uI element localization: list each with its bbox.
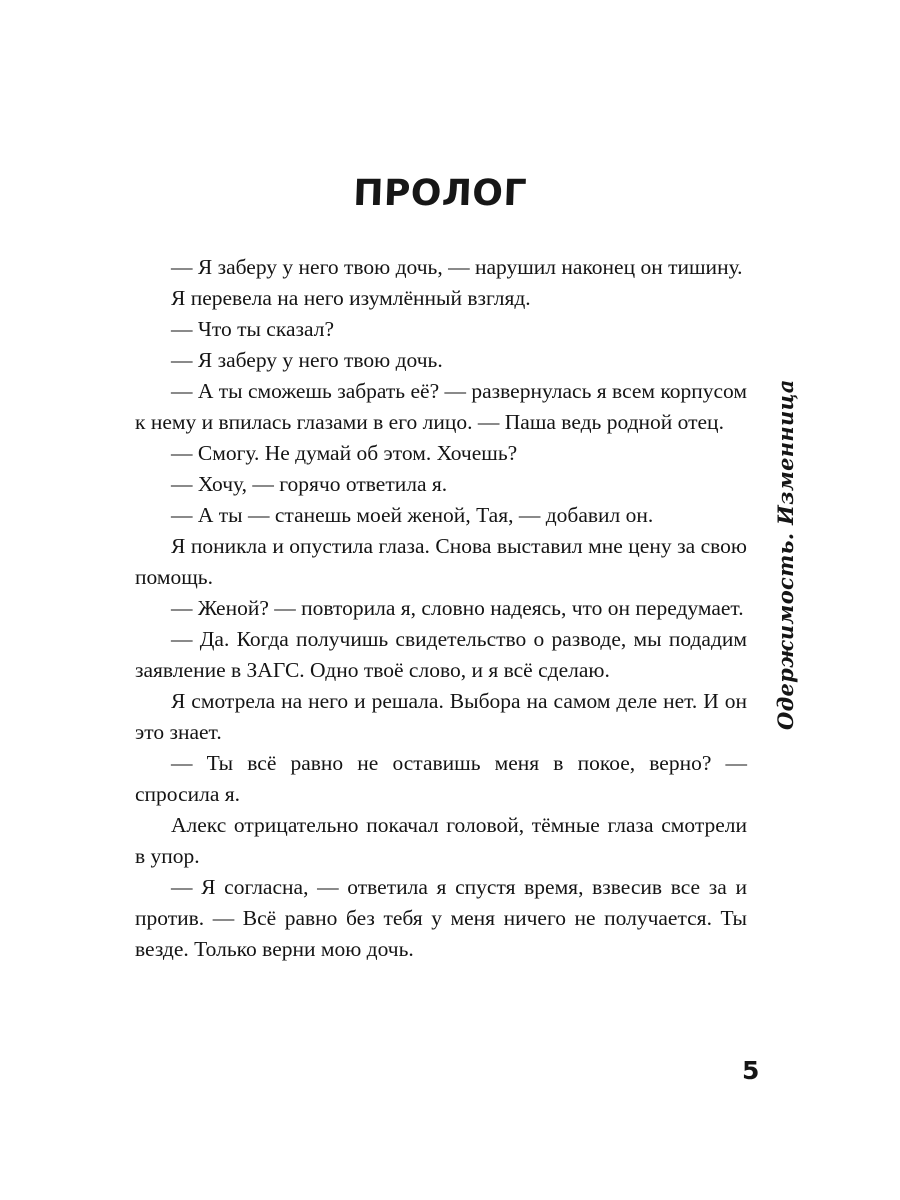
body-paragraph: Алекс отрицательно покачал головой, тёмные глаза смотрели в упор. bbox=[135, 813, 747, 868]
body-paragraph: — Хочу, — горячо ответила я. bbox=[171, 472, 448, 496]
body-paragraph: Я смотрела на него и решала. Выбора на самом деле нет. И он это знает. bbox=[135, 689, 747, 744]
body-paragraph: — Я заберу у него твою дочь. bbox=[171, 348, 443, 372]
body-paragraph: — А ты — станешь моей женой, Тая, — добавил он. bbox=[171, 503, 654, 527]
body-paragraph: — А ты сможешь забрать её? — развернулась я всем корпусом к нему и впилась глазами в его лицо. — Паша ведь родной отец. bbox=[135, 379, 747, 434]
body-paragraph: — Я заберу у него твою дочь, — нарушил наконец он тишину. bbox=[171, 255, 743, 279]
body-paragraph: — Ты всё равно не оставишь меня в покое, верно? — спросила я. bbox=[135, 751, 747, 806]
page-number: 5 bbox=[742, 1056, 760, 1085]
running-head-text: Одержимость. Изменница bbox=[772, 379, 798, 730]
chapter-heading: ПРОЛОГ bbox=[352, 173, 528, 214]
body-paragraph: — Я согласна, — ответила я спустя время, взвесив все за и против. — Всё равно без тебя у меня ничего не получается. Ты везде. Только верни мою дочь. bbox=[135, 875, 747, 961]
body-paragraph: — Да. Когда получишь свидетельство о разводе, мы подадим заявление в ЗАГС. Одно твоё слово, и я всё сделаю. bbox=[135, 627, 747, 682]
body-paragraph: — Женой? — повторила я, словно надеясь, что он передумает. bbox=[171, 596, 744, 620]
body-text-column bbox=[135, 252, 747, 965]
body-paragraph: Я поникла и опустила глаза. Снова выставил мне цену за свою помощь. bbox=[135, 534, 747, 589]
body-paragraph: Я перевела на него изумлённый взгляд. bbox=[171, 286, 531, 310]
body-paragraph: — Что ты сказал? bbox=[171, 317, 335, 341]
body-paragraph: — Смогу. Не думай об этом. Хочешь? bbox=[171, 441, 518, 465]
